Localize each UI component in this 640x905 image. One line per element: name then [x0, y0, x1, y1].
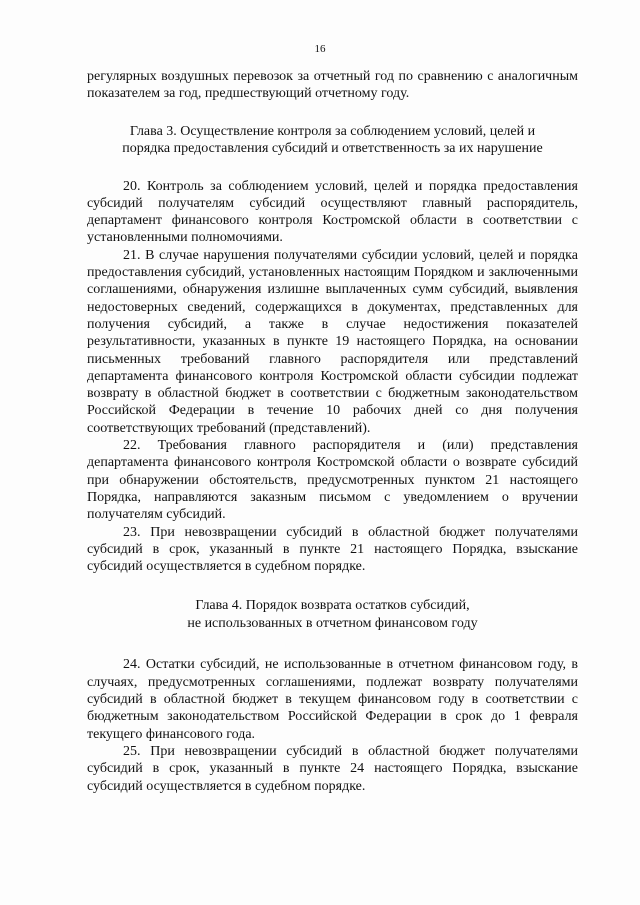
chapter-4-heading: [87, 597, 578, 632]
heading-line: Глава 4. Порядок возврата остатков субсидий,: [195, 598, 470, 614]
paragraph-continuation: регулярных воздушных перевозок за отчетный год по сравнению с аналогичным показателем за год, предшествующий отчетному году.: [87, 69, 578, 102]
chapter-3-heading: [67, 123, 598, 158]
paragraph-25: 25. При невозвращении субсидий в областной бюджет получателями субсидий в срок, указанный в пункте 24 настоящего Порядка, взыскание субсидий осуществляется в судебном порядке.: [87, 743, 578, 794]
paragraph-24: 24. Остатки субсидий, не использованные в отчетном финансовом году, в случаях, предусмотренных соглашениями, подлежат возврату получателями субсидий в областной бюджет в текущем финансовом году в соответствии с бюджетным законодательством Российской Федерации в срок до 1 февраля текущего финансового года.: [87, 657, 578, 742]
heading-line: порядка предоставления субсидий и ответственность за их нарушение: [122, 141, 543, 157]
heading-line: Глава 3. Осуществление контроля за соблюдением условий, целей и: [129, 123, 536, 139]
page-number: 16: [314, 43, 326, 55]
paragraph-20: 20. Контроль за соблюдением условий, целей и порядка предоставления субсидий получателям субсидий осуществляют главный распорядитель, департамент финансового контроля Костромской области в соответствии с установленными полномочиями.: [87, 178, 578, 246]
paragraph-21: 21. В случае нарушения получателями субсидии условий, целей и порядка предоставления субсидий, установленных настоящим Порядком и заключенными соглашениями, обнаружения излишне выплаченных сумм субсидий, выявления недостоверных сведений, содержащихся в документах, представленных для получения субсидий, а также в случае недостижения показателей результативности, указанных в пункте 19 настоящего Порядка, на основании письменных требований главного распорядителя или представлений департамента финансового контроля Костромской области субсидии подлежат возврату в областной бюджет в соответствии с бюджетным законодательством Российской Федерации в течение 10 рабочих дней со дня получения соответствующих требований (представлений).: [87, 247, 578, 436]
paragraph-22: 22. Требования главного распорядителя и (или) представления департамента финансового контроля Костромской области о возврате субсидий при обнаружении обстоятельств, предусмотренных пунктом 21 настоящего Порядка, направляются заказным письмом с уведомлением о вручении получателям субсидий.: [87, 438, 578, 523]
heading-line: не использованных в отчетном финансовом году: [187, 615, 478, 631]
document-body: [87, 68, 578, 795]
paragraph-23: 23. При невозвращении субсидий в областной бюджет получателями субсидий в срок, указанный в пункте 21 настоящего Порядка, взыскание субсидий осуществляется в судебном порядке.: [87, 524, 578, 575]
